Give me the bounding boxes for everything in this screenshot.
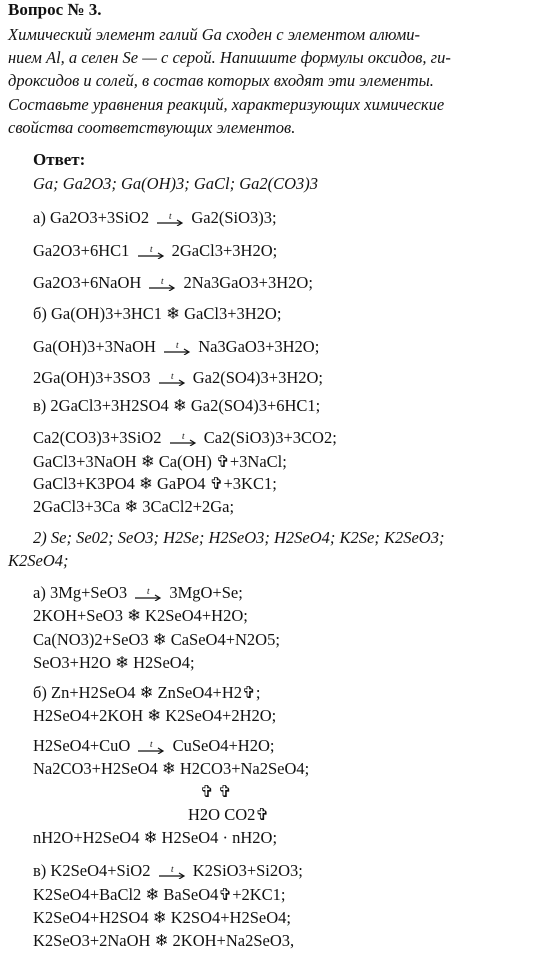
equation-line: GaCl3+3NaOH ❄ Ca(OH) ✞+3NaCl; [33, 452, 287, 471]
equation-line [33, 337, 319, 357]
equation-line: K2SeO4+BaCl2 ❄ BaSeO4✞+2KC1; [33, 885, 286, 904]
equation-right: Ga2(SiO3)3; [191, 208, 277, 227]
equation-left: а) Ga2O3+3SiO2 [33, 208, 150, 227]
equation-right: Ga2(SO4)3+3H2O; [192, 368, 324, 387]
equation-line: K2SeO3+2NaOH ❄ 2KOH+Na2SeO3, [33, 931, 295, 950]
heat-arrow-icon [137, 740, 165, 754]
equation-right: 2GaCl3+3H2O; [171, 241, 278, 260]
equation-left: 2Ga(OH)3+3SO3 [33, 368, 151, 387]
question-line: Составьте уравнения реакций, характеризующих химические [8, 95, 445, 114]
equation-line: Ca(NO3)2+SeO3 ❄ CaSeO4+N2O5; [33, 630, 280, 649]
equation-line [33, 368, 323, 388]
equation-left: Ga2O3+6NaOH [33, 273, 142, 292]
equation-left: H2SeO4+CuO [33, 736, 131, 755]
equation-right: K2SiO3+Si2O3; [192, 861, 303, 880]
equation-line: K2SeO4+H2SO4 ❄ K2SO4+H2SeO4; [33, 908, 291, 927]
equation-line [33, 428, 337, 448]
equation-left: Ca2(CO3)3+3SiO2 [33, 428, 162, 447]
decomposition-arrows: ✞ ✞ [200, 782, 232, 801]
svg-text:t: t [150, 740, 153, 750]
equation-line: nH2O+H2SeO4 ❄ H2SeO4 · nH2O; [33, 828, 278, 847]
svg-text:t: t [170, 865, 174, 875]
svg-text:t: t [147, 587, 150, 597]
svg-text:t: t [149, 245, 153, 255]
svg-text:t: t [169, 212, 172, 222]
equation-line: GaCl3+K3PO4 ❄ GaPO4 ✞+3KC1; [33, 474, 277, 493]
equation-line: 2GaCl3+3Ca ❄ 3CaCl2+2Ga; [33, 497, 235, 516]
question-line: Химический элемент галий Ga сходен с элементом алюми- [8, 25, 421, 44]
equation-right: Ca2(SiO3)3+3CO2; [203, 428, 337, 447]
heat-arrow-icon [163, 341, 191, 355]
equation-line: H2SeO4+2KOH ❄ K2SeO4+2H2O; [33, 706, 277, 725]
svg-text:t: t [161, 277, 164, 287]
se-formulas: 2) Se; Se02; SeO3; H2Se; H2SeO3; H2SeO4; K2Se; K2SeO3; [33, 528, 445, 547]
svg-text:t: t [170, 372, 174, 382]
equation-line: б) Zn+H2SeO4 ❄ ZnSeO4+H2✞; [33, 683, 261, 702]
equation-right: Na3GaO3+3H2O; [198, 337, 320, 356]
heat-arrow-icon [148, 277, 176, 291]
equation-line [33, 861, 303, 881]
equation-line: в) 2GaCl3+3H2SO4 ❄ Ga2(SO4)3+6HC1; [33, 396, 321, 415]
question-line: дроксидов и солей, в состав которых входят эти элементы. [8, 71, 434, 90]
equation-left: в) K2SeO4+SiO2 [33, 861, 151, 880]
equation-line [33, 273, 313, 293]
equation-right: 3MgO+Se; [169, 583, 243, 602]
ga-formulas: Ga; Ga2O3; Ga(OH)3; GaCl; Ga2(CO3)3 [33, 174, 319, 193]
heat-arrow-icon [158, 865, 186, 879]
heat-arrow-icon [156, 212, 184, 226]
equation-right: CuSeO4+H2O; [172, 736, 275, 755]
svg-text:t: t [176, 341, 179, 351]
equation-line [33, 583, 243, 603]
heat-arrow-icon [169, 432, 197, 446]
svg-text:t: t [181, 432, 185, 442]
equation-left: а) 3Mg+SeO3 [33, 583, 128, 602]
equation-line [33, 736, 274, 756]
equation-line: 2KOH+SeO3 ❄ K2SeO4+H2O; [33, 606, 248, 625]
heat-arrow-icon [158, 372, 186, 386]
equation-line: SeO3+H2O ❄ H2SeO4; [33, 653, 195, 672]
equation-left: Ga(OH)3+3NaOH [33, 337, 156, 356]
question-line: нием Al, а селен Se — с серой. Напишите формулы оксидов, ги- [8, 48, 451, 67]
decomposition-products: H2O CO2✞ [188, 805, 270, 824]
heat-arrow-icon [134, 587, 162, 601]
heat-arrow-icon [137, 245, 165, 259]
se-formulas-continued: K2SeO4; [8, 551, 69, 570]
equation-line [33, 241, 277, 261]
equation-line: б) Ga(OH)3+3HC1 ❄ GaCl3+3H2O; [33, 304, 282, 323]
question-line: свойства соответствующих элементов. [8, 118, 296, 137]
question-title: Вопрос № 3. [8, 0, 102, 19]
answer-label: Ответ: [33, 150, 86, 169]
equation-line: Na2CO3+H2SeO4 ❄ H2CO3+Na2SeO4; [33, 759, 310, 778]
equation-left: Ga2O3+6HC1 [33, 241, 130, 260]
equation-right: 2Na3GaO3+3H2O; [183, 273, 313, 292]
equation-line [33, 208, 277, 228]
